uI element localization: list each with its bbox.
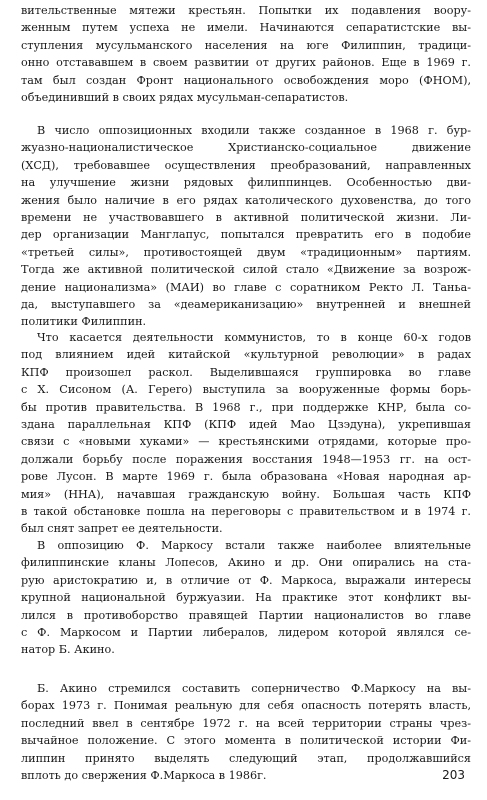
text-line: времени не участвовавшего в активной политической жизни. Ли- bbox=[21, 211, 471, 225]
text-line: онно отстававшем в своем развитии от других районов. Еще в 1969 г. bbox=[21, 56, 471, 70]
text-line: филиппинские кланы Лопесов, Акино и др. Они опирались на ста- bbox=[21, 556, 471, 570]
text-line: на улучшение жизни рядовых филиппинцев. Особенностью дви- bbox=[21, 176, 471, 190]
text-line: дер организации Манглапус, попытался превратить его в подобие bbox=[21, 228, 471, 242]
text-line: липпин принято выделять следующий этап, продолжавшийся bbox=[21, 751, 471, 765]
paragraph bbox=[21, 680, 471, 784]
text-line: политики Филиппин. bbox=[21, 315, 147, 329]
text-line: КПФ произошел раскол. Выделившаяся группировка во главе bbox=[21, 365, 471, 379]
text-line: последний ввел в сентябре 1972 г. на всей территории страны чрез- bbox=[21, 716, 471, 730]
paragraph bbox=[21, 329, 471, 538]
text-line: там был создан Фронт национального освобождения моро (ФНОМ), bbox=[21, 73, 471, 87]
paragraph bbox=[21, 2, 471, 106]
text-line: дение национализма» (МАИ) во главе с соратником Ректо Л. Таньа- bbox=[21, 280, 471, 294]
text-line: вительственные мятежи крестьян. Попытки их подавления воору- bbox=[21, 4, 471, 17]
text-line: натор Б. Акино. bbox=[21, 643, 115, 657]
text-line: здана параллельная КПФ (КПФ идей Мао Цзэдуна), укрепившая bbox=[21, 418, 471, 432]
paragraph bbox=[21, 122, 471, 331]
text-line: Что касается деятельности коммунистов, то в конце 60-х годов bbox=[37, 331, 471, 344]
page-number: 203 bbox=[442, 768, 465, 782]
text-line: В число оппозиционных входили также созданное в 1968 г. бур- bbox=[37, 124, 471, 137]
text-line: бы против правительства. В 1968 г., при поддержке КНР, была со- bbox=[21, 400, 471, 414]
text-line: в такой обстановке пошла на переговоры с правительством и в 1974 г. bbox=[21, 505, 471, 519]
text-line: лился в противоборство правящей Партии националистов во главе bbox=[21, 608, 471, 622]
text-line: объединивший в своих рядах мусульман-сепаратистов. bbox=[21, 91, 349, 105]
text-line: (ХСД), требовавшее осуществления преобразований, направленных bbox=[21, 158, 471, 172]
text-line: да, выступавшего за «деамериканизацию» внутренней и внешней bbox=[21, 298, 471, 312]
text-line: с Ф. Маркосом и Партии либералов, лидером которой являлся се- bbox=[21, 626, 471, 640]
text-line: рую аристократию и, в отличие от Ф. Маркоса, выражали интересы bbox=[21, 573, 471, 587]
text-line: под влиянием идей китайской «культурной революции» в радах bbox=[21, 348, 471, 362]
text-line: Б. Акино стремился составить соперничество Ф.Маркосу на вы- bbox=[37, 682, 471, 695]
text-line: жения было наличие в его рядах католического духовенства, до того bbox=[21, 193, 471, 207]
text-line: женным путем успеха не имели. Начинаются сепаратистские вы- bbox=[21, 21, 471, 35]
text-line: рове Лусон. В марте 1969 г. была образована «Новая народная ар- bbox=[21, 470, 471, 484]
text-line: крупной национальной буржуазии. На практике этот конфликт вы- bbox=[21, 591, 471, 605]
text-line: вплоть до свержения Ф.Маркоса в 1986г. bbox=[21, 769, 267, 783]
text-line: связи с «новыми хуками» — крестьянскими отрядами, которые про- bbox=[21, 435, 471, 449]
text-line: Тогда же активной политической силой стало «Движение за возрож- bbox=[21, 263, 471, 277]
paragraph bbox=[21, 537, 471, 659]
text-line: жуазно-националистическое Христианско-социальное движение bbox=[21, 141, 471, 155]
text-line: мия» (ННА), начавшая гражданскую войну. Большая часть КПФ bbox=[21, 487, 471, 501]
text-line: ступления мусульманского населения на юге Филиппин, традици- bbox=[21, 38, 471, 52]
text-line: был снят запрет ее деятельности. bbox=[21, 522, 223, 536]
text-line: «третьей силы», противостоящей двум «традиционным» партиям. bbox=[21, 245, 471, 259]
text-line: В оппозицию Ф. Маркосу встали также наиболее влиятельные bbox=[37, 539, 471, 552]
text-line: вычайное положение. С этого момента в политической истории Фи- bbox=[21, 734, 471, 748]
text-line: борах 1973 г. Понимая реальную для себя опасность потерять власть, bbox=[21, 699, 471, 713]
text-line: должали борьбу после поражения восстания 1948—1953 гг. на ост- bbox=[21, 452, 471, 466]
text-line: с Х. Сисоном (А. Герero) выступила за вооруженные формы борь- bbox=[21, 383, 471, 397]
